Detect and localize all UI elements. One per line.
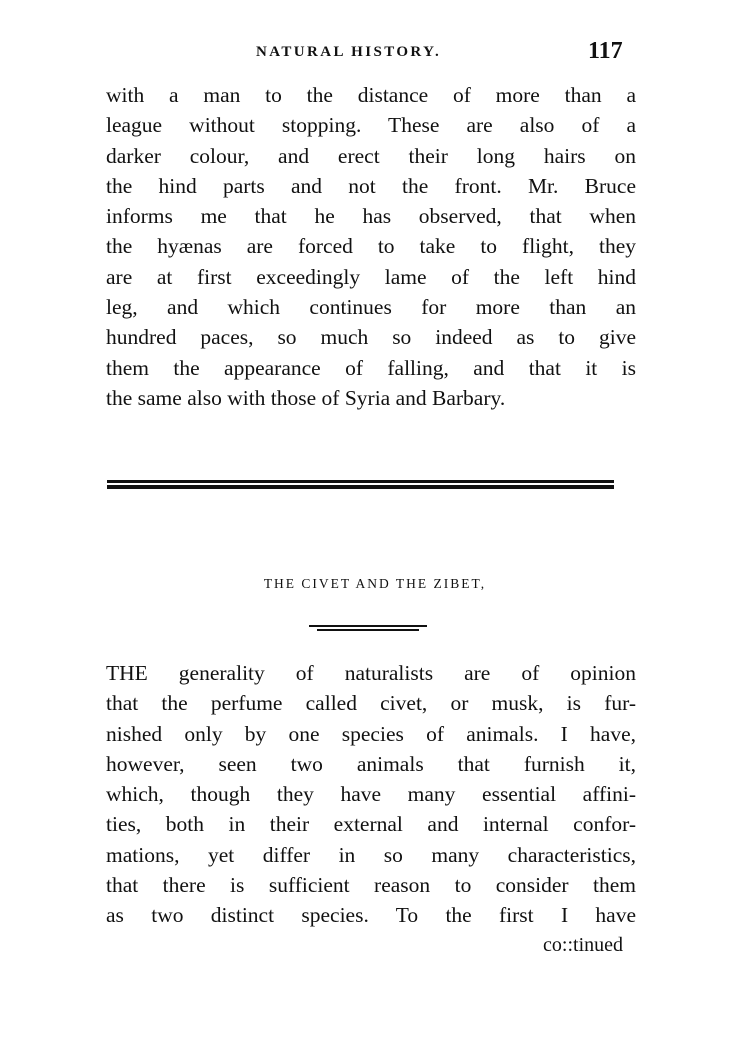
text-line: informs me that he has observed, that when (106, 204, 636, 229)
running-title: NATURAL HISTORY. (256, 44, 442, 60)
page-number: 117 (588, 38, 623, 64)
title-underline-rule (309, 625, 427, 633)
text-line: the same also with those of Syria and Barbary. (106, 385, 506, 410)
text-line: ties, both in their external and internal confor- (106, 812, 636, 837)
divider-bar (107, 480, 614, 483)
divider-bar (107, 485, 614, 489)
paragraph-hyaena-continued (106, 80, 636, 413)
text-line: them the appearance of falling, and that it is (106, 355, 636, 380)
text-line: the hyænas are forced to take to flight, they (106, 234, 636, 259)
text-line: leg, and which continues for more than an (106, 295, 636, 320)
running-head (0, 38, 750, 68)
text-line: which, though they have many essential affini- (106, 782, 636, 807)
underline-bar (317, 629, 419, 631)
text-line: hundred paces, so much so indeed as to give (106, 325, 636, 350)
text-line: league without stopping. These are also of a (106, 113, 636, 138)
section-divider-rule (107, 480, 614, 490)
text-line: nished only by one species of animals. I have, (106, 721, 636, 746)
text-line: mations, yet differ in so many characteristics, (106, 842, 636, 867)
text-line: that there is sufficient reason to consider them (106, 873, 636, 898)
text-line: as two distinct species. To the first I have (106, 903, 636, 928)
text-line: that the perfume called civet, or musk, is fur- (106, 691, 636, 716)
paragraph-civet (106, 658, 636, 931)
catchword: co::tinued (543, 934, 623, 956)
text-line: are at first exceedingly lame of the left hind (106, 264, 636, 289)
text-line: however, seen two animals that furnish it, (106, 751, 636, 776)
text-line: THE generality of naturalists are of opinion (106, 661, 636, 685)
underline-bar (309, 625, 427, 627)
text-line: darker colour, and erect their long hairs on (106, 143, 636, 168)
text-line: with a man to the distance of more than a (106, 83, 636, 107)
section-title: THE CIVET AND THE ZIBET, (263, 576, 487, 591)
text-line: the hind parts and not the front. Mr. Bruce (106, 173, 636, 198)
